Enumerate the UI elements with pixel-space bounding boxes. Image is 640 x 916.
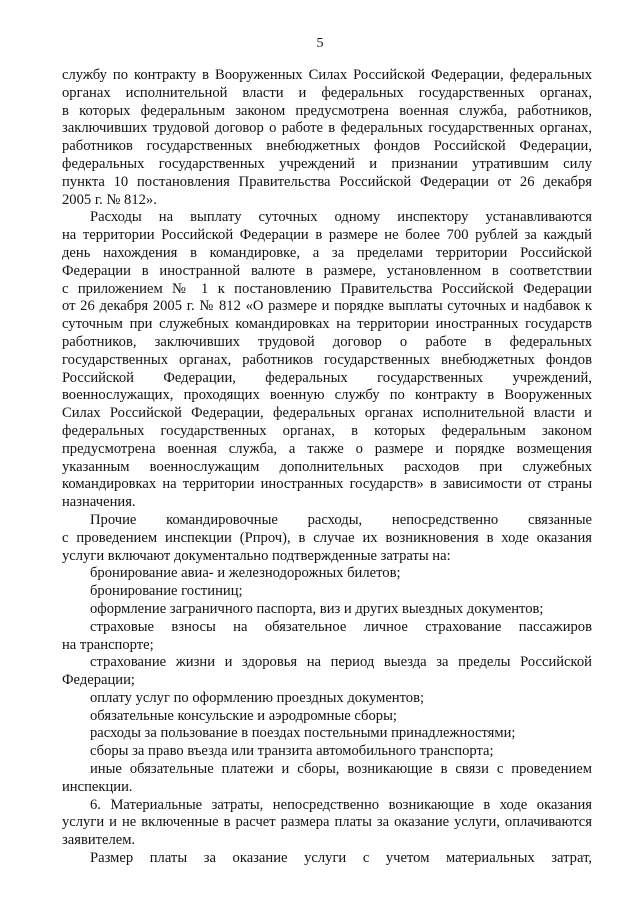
text-line: командировках на территории иностранных государств» в зависимости от страны bbox=[62, 476, 592, 493]
text-line: Прочие командировочные расходы, непосредственно связанные bbox=[90, 511, 592, 528]
text-line: на транспорте; bbox=[62, 636, 154, 653]
text-line: страховые взносы на обязательное личное страхование пассажиров bbox=[90, 618, 592, 635]
text-line: бронирование гостиниц; bbox=[90, 583, 243, 600]
text-line: предусмотрена военная служба, а также о размере и порядке возмещения bbox=[62, 440, 592, 457]
text-line: военнослужащих, проходящих военную службу по контракту в Вооруженных bbox=[62, 387, 592, 404]
text-line: бронирование авиа- и железнодорожных билетов; bbox=[90, 565, 401, 582]
text-line: заключивших трудовой договор о работе в федеральных государственных органах, bbox=[62, 120, 592, 137]
text-line: назначения. bbox=[62, 494, 136, 511]
text-line: на территории Российской Федерации в размере не более 700 рублей за каждый bbox=[62, 227, 592, 244]
text-line: Федерации; bbox=[62, 672, 135, 689]
text-line: оформление заграничного паспорта, виз и других выездных документов; bbox=[90, 600, 544, 617]
text-line: 2005 г. № 812». bbox=[62, 191, 157, 208]
text-line: сборы за право въезда или транзита автомобильного транспорта; bbox=[90, 743, 494, 760]
text-line: Силах Российской Федерации, федеральных органах исполнительной власти и bbox=[62, 405, 592, 422]
text-line: работников государственных внебюджетных фондов Российской Федерации, bbox=[62, 138, 592, 155]
text-line: день нахождения в командировке, а за пределами территории Российской bbox=[62, 244, 592, 261]
text-line: иные обязательные платежи и сборы, возникающие в связи с проведением bbox=[90, 761, 592, 778]
text-line: страхование жизни и здоровья на период выезда за пределы Российской bbox=[90, 654, 592, 671]
page-number: 5 bbox=[316, 36, 324, 51]
text-line: Российской Федерации, федеральных государственных учреждений, bbox=[62, 369, 592, 386]
text-line: указанным военнослужащим дополнительных расходов при служебных bbox=[62, 458, 592, 475]
text-line: с проведением инспекции (Рпроч), в случае их возникновения в ходе оказания bbox=[62, 529, 592, 546]
text-line: Федерации в иностранной валюте в размере, установленном в соответствии bbox=[62, 262, 592, 279]
text-line: пункта 10 постановления Правительства Российской Федерации от 26 декабря bbox=[62, 173, 592, 190]
text-line: суточным при служебных командировках на территории иностранных государств bbox=[62, 316, 592, 333]
text-line: услуги включают документально подтвержденные затраты на: bbox=[62, 547, 451, 564]
text-line: заявителем. bbox=[62, 832, 136, 849]
body-text bbox=[62, 67, 592, 868]
text-line: федеральных государственных органах, в которых федеральным законом bbox=[62, 422, 592, 439]
text-line: услуги и не включенные в расчет размера платы за оказание услуги, оплачиваются bbox=[62, 814, 592, 831]
text-line: Расходы на выплату суточных одному инспектору устанавливаются bbox=[90, 209, 592, 226]
text-line: Размер платы за оказание услуги с учетом материальных затрат, bbox=[90, 850, 592, 867]
text-line: инспекции. bbox=[62, 778, 133, 795]
text-line: государственных органах, работников государственных внебюджетных фондов bbox=[62, 351, 592, 368]
text-line: федеральных государственных учреждений и признании утратившим силу bbox=[62, 155, 592, 172]
text-line: службу по контракту в Вооруженных Силах Российской Федерации, федеральных bbox=[62, 67, 592, 83]
text-line: расходы за пользование в поездах постельными принадлежностями; bbox=[90, 725, 516, 742]
text-line: с приложением № 1 к постановлению Правительства Российской Федерации bbox=[62, 280, 592, 297]
text-line: от 26 декабря 2005 г. № 812 «О размере и порядке выплаты суточных и надбавок к bbox=[62, 298, 592, 315]
text-line: органах исполнительной власти и федеральных государственных органах, bbox=[62, 84, 592, 101]
text-line: работников, заключивших трудовой договор о работе в федеральных bbox=[62, 333, 592, 350]
text-line: в которых федеральным законом предусмотрена военная служба, работников, bbox=[62, 102, 592, 119]
text-line: обязательные консульские и аэродромные сборы; bbox=[90, 707, 397, 724]
text-line: 6. Материальные затраты, непосредственно возникающие в ходе оказания bbox=[90, 796, 592, 813]
text-line: оплату услуг по оформлению проездных документов; bbox=[90, 689, 425, 706]
